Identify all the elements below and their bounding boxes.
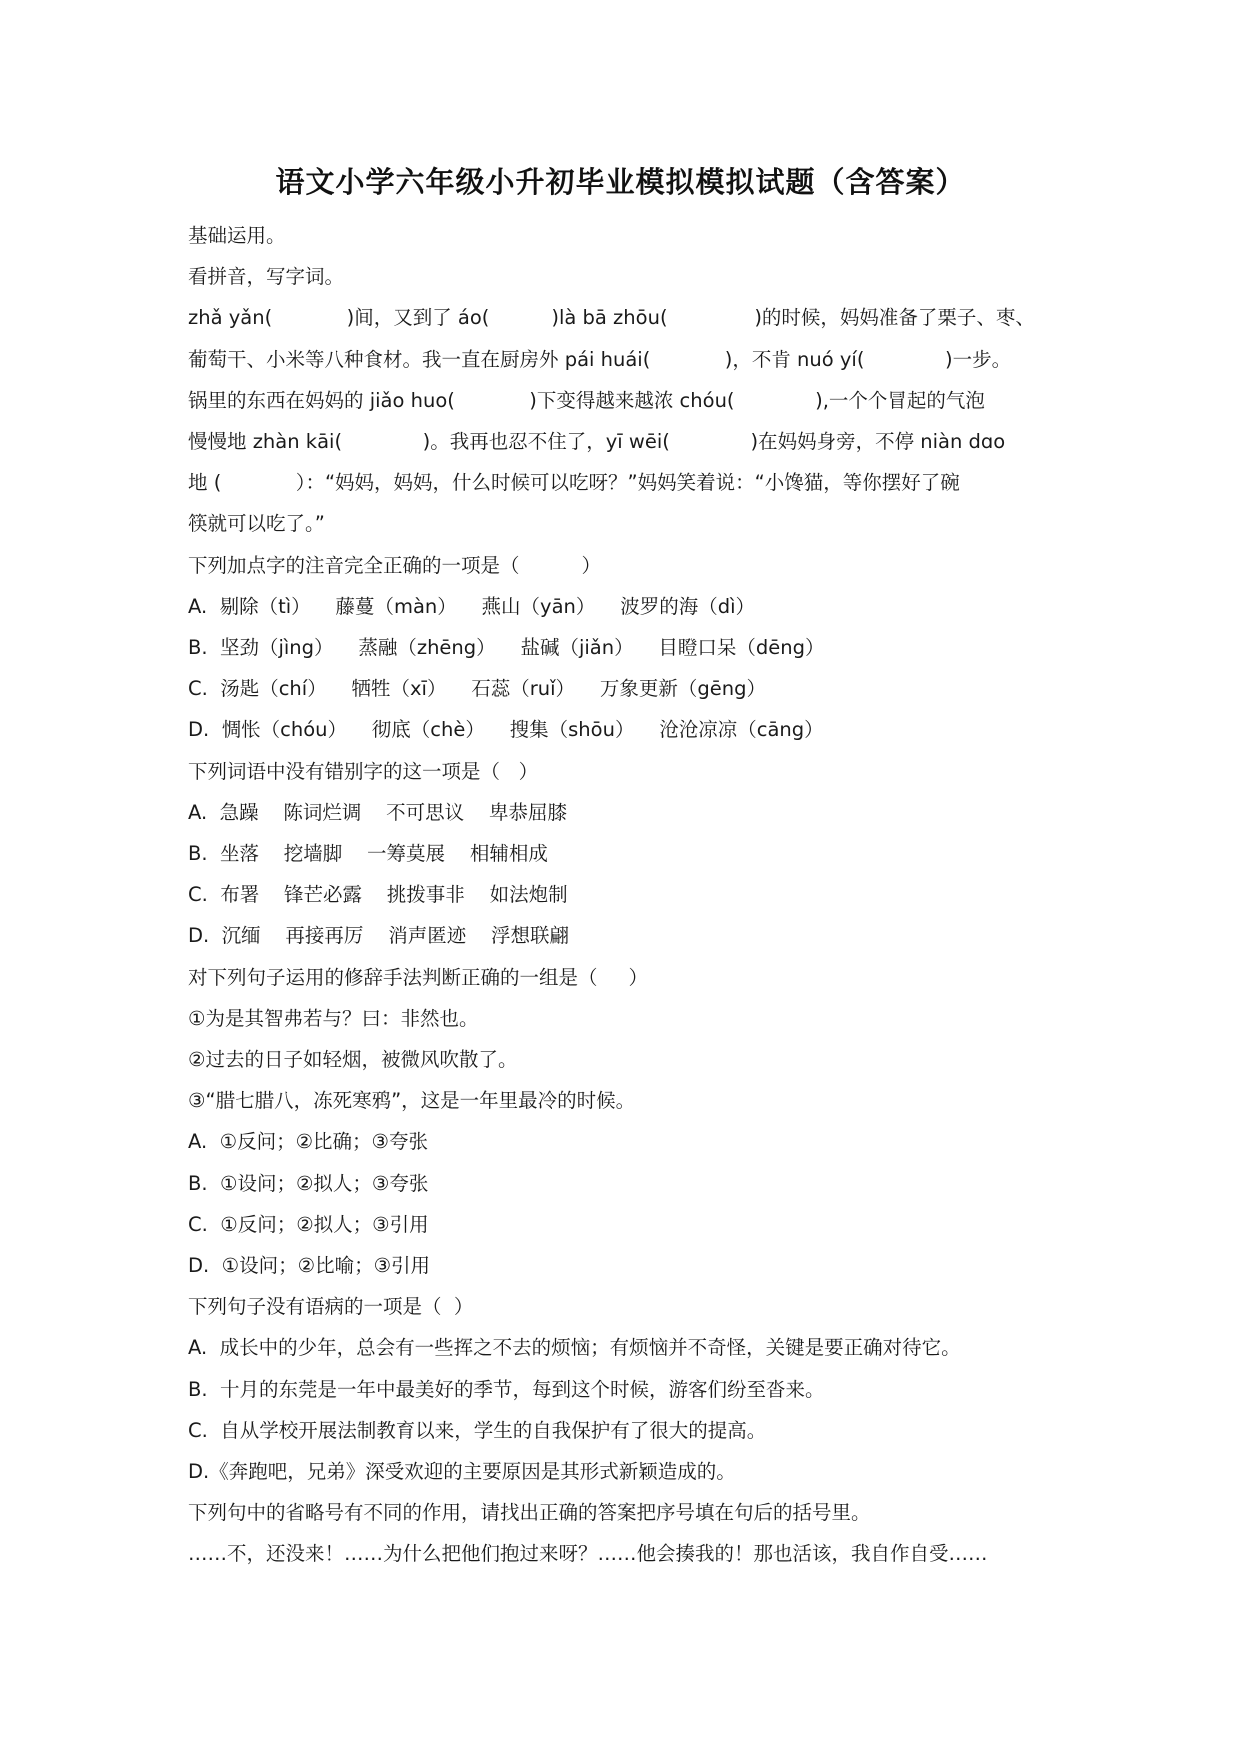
document-line: D. 沉缅 再接再厉 消声匿迹 浮想联翩 (188, 924, 569, 948)
document-title: 语文小学六年级小升初毕业模拟模拟试题（含答案） (275, 165, 966, 199)
document-line: A. ①反问；②比确；③夸张 (188, 1130, 429, 1154)
document-line: C. 布署 锋芒必露 挑拨事非 如法炮制 (188, 883, 568, 907)
document-line: 下列句中的省略号有不同的作用，请找出正确的答案把序号填在句后的括号里。 (188, 1501, 871, 1525)
document-line: A. 剔除（tì） 藤蔓（màn） 燕山（yān） 波罗的海（dì） (188, 594, 755, 618)
document-line: D. 惆怅（chóu） 彻底（chè） 搜集（shōu） 沧沧凉凉（cāng） (188, 718, 824, 742)
document-line: B. 坚劲（jìng） 蒸融（zhēng） 盐碱（jiǎn） 目瞪口呆（dēng） (188, 636, 825, 659)
document-line: B. 坐落 挖墙脚 一筹莫展 相辅相成 (188, 842, 548, 865)
document-line: C. 汤匙（chí） 牺牲（xī） 石蕊（ruǐ） 万象更新（gēng） (188, 677, 766, 701)
document-line: D.《奔跑吧，兄弟》深受欢迎的主要原因是其形式新颖造成的。 (188, 1460, 736, 1483)
document-line: A. 急躁 陈词烂调 不可思议 卑恭屈膝 (188, 800, 567, 824)
document-line: ②过去的日子如轻烟，被微风吹散了。 (188, 1048, 518, 1071)
document-line: zhǎ yǎn( )间，又到了 áo( )là bā zhōu( )的时候，妈妈准备了栗子、枣、 (188, 306, 1035, 330)
document-line: 对下列句子运用的修辞手法判断正确的一组是（ ） (188, 965, 648, 989)
document-line: 下列加点字的注音完全正确的一项是（ ） (188, 553, 601, 577)
document-line: B. 十月的东莞是一年中最美好的季节，每到这个时候，游客们纷至沓来。 (188, 1377, 825, 1401)
document-line: 看拼音，写字词。 (188, 265, 345, 289)
document-line: 葡萄干、小米等八种食材。我一直在厨房外 pái huái( )，不肯 nuó yí( )一步。 (188, 347, 1012, 371)
document-line: 基础运用。 (188, 224, 286, 247)
document-line: ……不，还没来！……为什么把他们抱过来呀？……他会揍我的！那也活该，我自作自受…… (188, 1542, 988, 1566)
document-line: 地 ( ）：“妈妈，妈妈，什么时候可以吃呀？”妈妈笑着说：“小馋猫，等你摆好了碗 (188, 471, 960, 495)
document-line: ①为是其智弗若与？曰：非然也。 (188, 1006, 479, 1030)
document-line: 下列句子没有语病的一项是（ ） (188, 1295, 474, 1319)
document-line: 筷就可以吃了。” (188, 512, 325, 536)
document-line: D. ①设问；②比喻；③引用 (188, 1254, 431, 1277)
document-line: C. 自从学校开展法制教育以来，学生的自我保护有了很大的提高。 (188, 1418, 767, 1442)
document-line: 锅里的东西在妈妈的 jiǎo huo( )下变得越来越浓 chóu( ),一个个冒起的气泡 (188, 388, 985, 412)
document-line: 慢慢地 zhàn kāi( )。我再也忍不住了，yī wēi( )在妈妈身旁，不停 niàn dɑo (188, 430, 1006, 453)
document-line: ③“腊七腊八，冻死寒鸦”，这是一年里最冷的时候。 (188, 1089, 636, 1113)
document-line: A. 成长中的少年，总会有一些挥之不去的烦恼；有烦恼并不奇怪，关键是要正确对待它。 (188, 1336, 961, 1360)
document-line: B. ①设问；②拟人；③夸张 (188, 1171, 429, 1195)
document-line: 下列词语中没有错别字的这一项是（ ） (188, 759, 539, 783)
document-line: C. ①反问；②拟人；③引用 (188, 1212, 429, 1236)
